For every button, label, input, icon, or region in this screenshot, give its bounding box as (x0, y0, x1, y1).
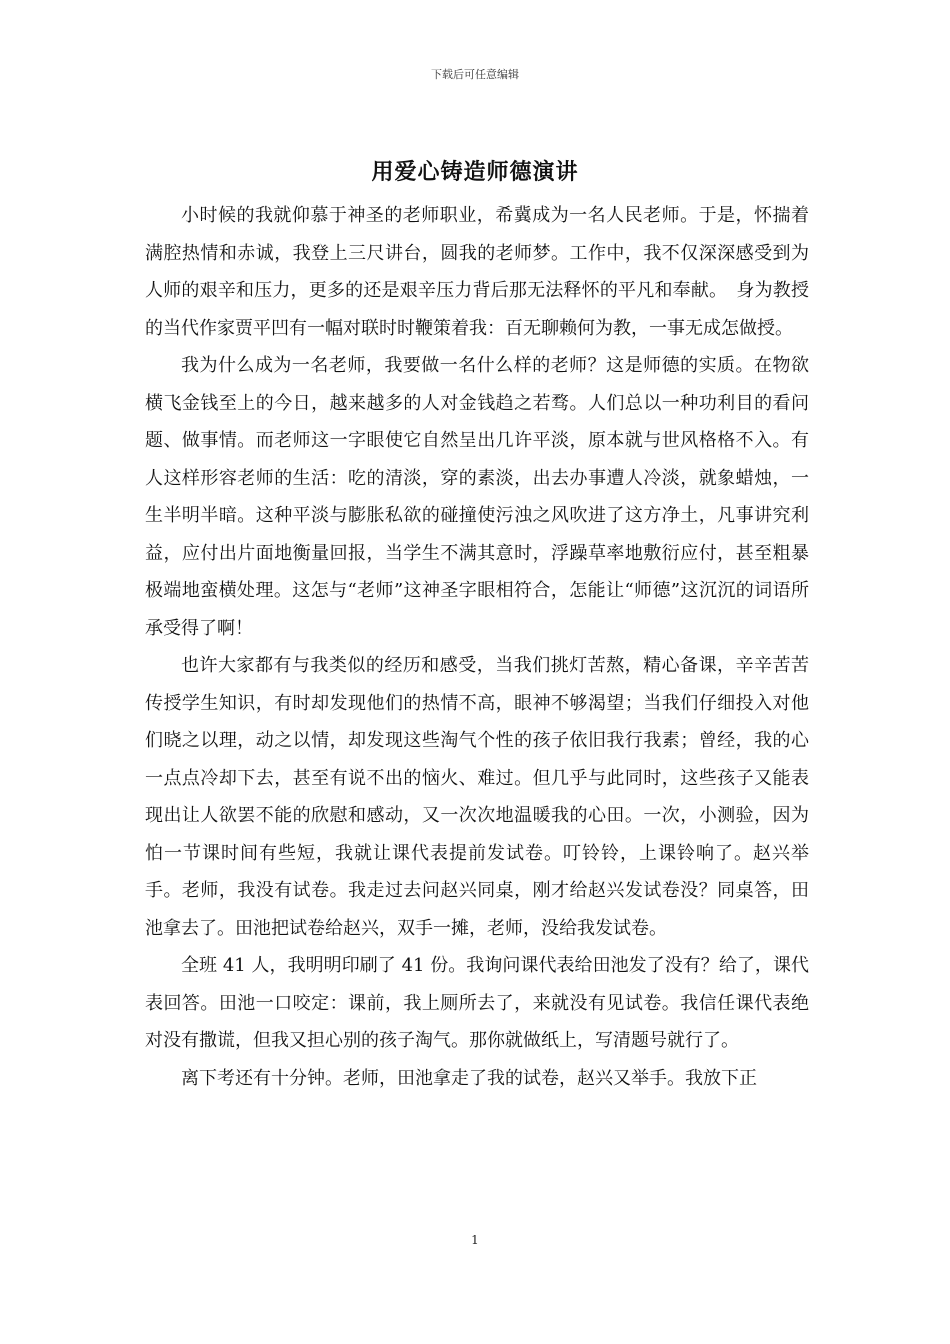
page-number: 1 (471, 1233, 479, 1247)
paragraph: 小时候的我就仰慕于神圣的老师职业，希冀成为一名人民老师。于是，怀揣着满腔热情和赤诚，我登上三尺讲台，圆我的老师梦。工作中，我不仅深深感受到为人师的艰辛和压力，更多的还是艰辛压力背后那无法释怀的平凡和奉献。 身为教授的当代作家贾平凹有一幅对联时时鞭策着我：百无聊赖何为教，一事无成怎做授。 (145, 205, 809, 339)
paragraph: 我为什么成为一名老师，我要做一名什么样的老师？这是师德的实质。在物欲横飞金钱至上的今日，越来越多的人对金钱趋之若骛。人们总以一种功利目的看问题、做事情。而老师这一字眼使它自然呈出几许平淡，原本就与世风格格不入。有人这样形容老师的生活：吃的清淡，穿的素淡，出去办事遭人冷淡，就象蜡烛，一生半明半暗。这种平淡与膨胀私欲的碰撞使污浊之风吹进了这方净土，凡事讲究利益，应付出片面地衡量回报，当学生不满其意时，浮躁草率地敷衍应付，甚至粗暴极端地蛮横处理。这怎与“老师”这神圣字眼相符合，怎能让“师德”这沉沉的词语所承受得了啊！ (145, 355, 809, 639)
document-body (145, 197, 809, 1097)
paragraph: 离下考还有十分钟。老师，田池拿走了我的试卷，赵兴又举手。我放下正 (181, 1067, 757, 1089)
paragraph: 也许大家都有与我类似的经历和感受，当我们挑灯苦熬，精心备课，辛辛苦苦传授学生知识，有时却发现他们的热情不高，眼神不够渴望；当我们仔细投入对他们晓之以理，动之以情，却发现这些淘气个性的孩子依旧我行我素；曾经，我的心一点点冷却下去，甚至有说不出的恼火、难过。但几乎与此同时，这些孩子又能表现出让人欲罢不能的欣慰和感动，又一次次地温暖我的心田。一次，小测验，因为怕一节课时间有些短，我就让课代表提前发试卷。叮铃铃，上课铃响了。赵兴举手。老师，我没有试卷。我走过去问赵兴同桌，刚才给赵兴发试卷没？同桌答，田池拿去了。田池把试卷给赵兴，双手一摊，老师，没给我发试卷。 (145, 655, 809, 939)
document-title: 用爱心铸造师德演讲 (371, 159, 579, 185)
page-header-note: 下载后可任意编辑 (431, 68, 519, 81)
paragraph: 全班 41 人，我明明印刷了 41 份。我询问课代表给田池发了没有？给了，课代表回答。田池一口咬定：课前，我上厕所去了，来就没有见试卷。我信任课代表绝对没有撒谎，但我又担心别的孩子淘气。那你就做纸上，写清题号就行了。 (145, 955, 809, 1051)
